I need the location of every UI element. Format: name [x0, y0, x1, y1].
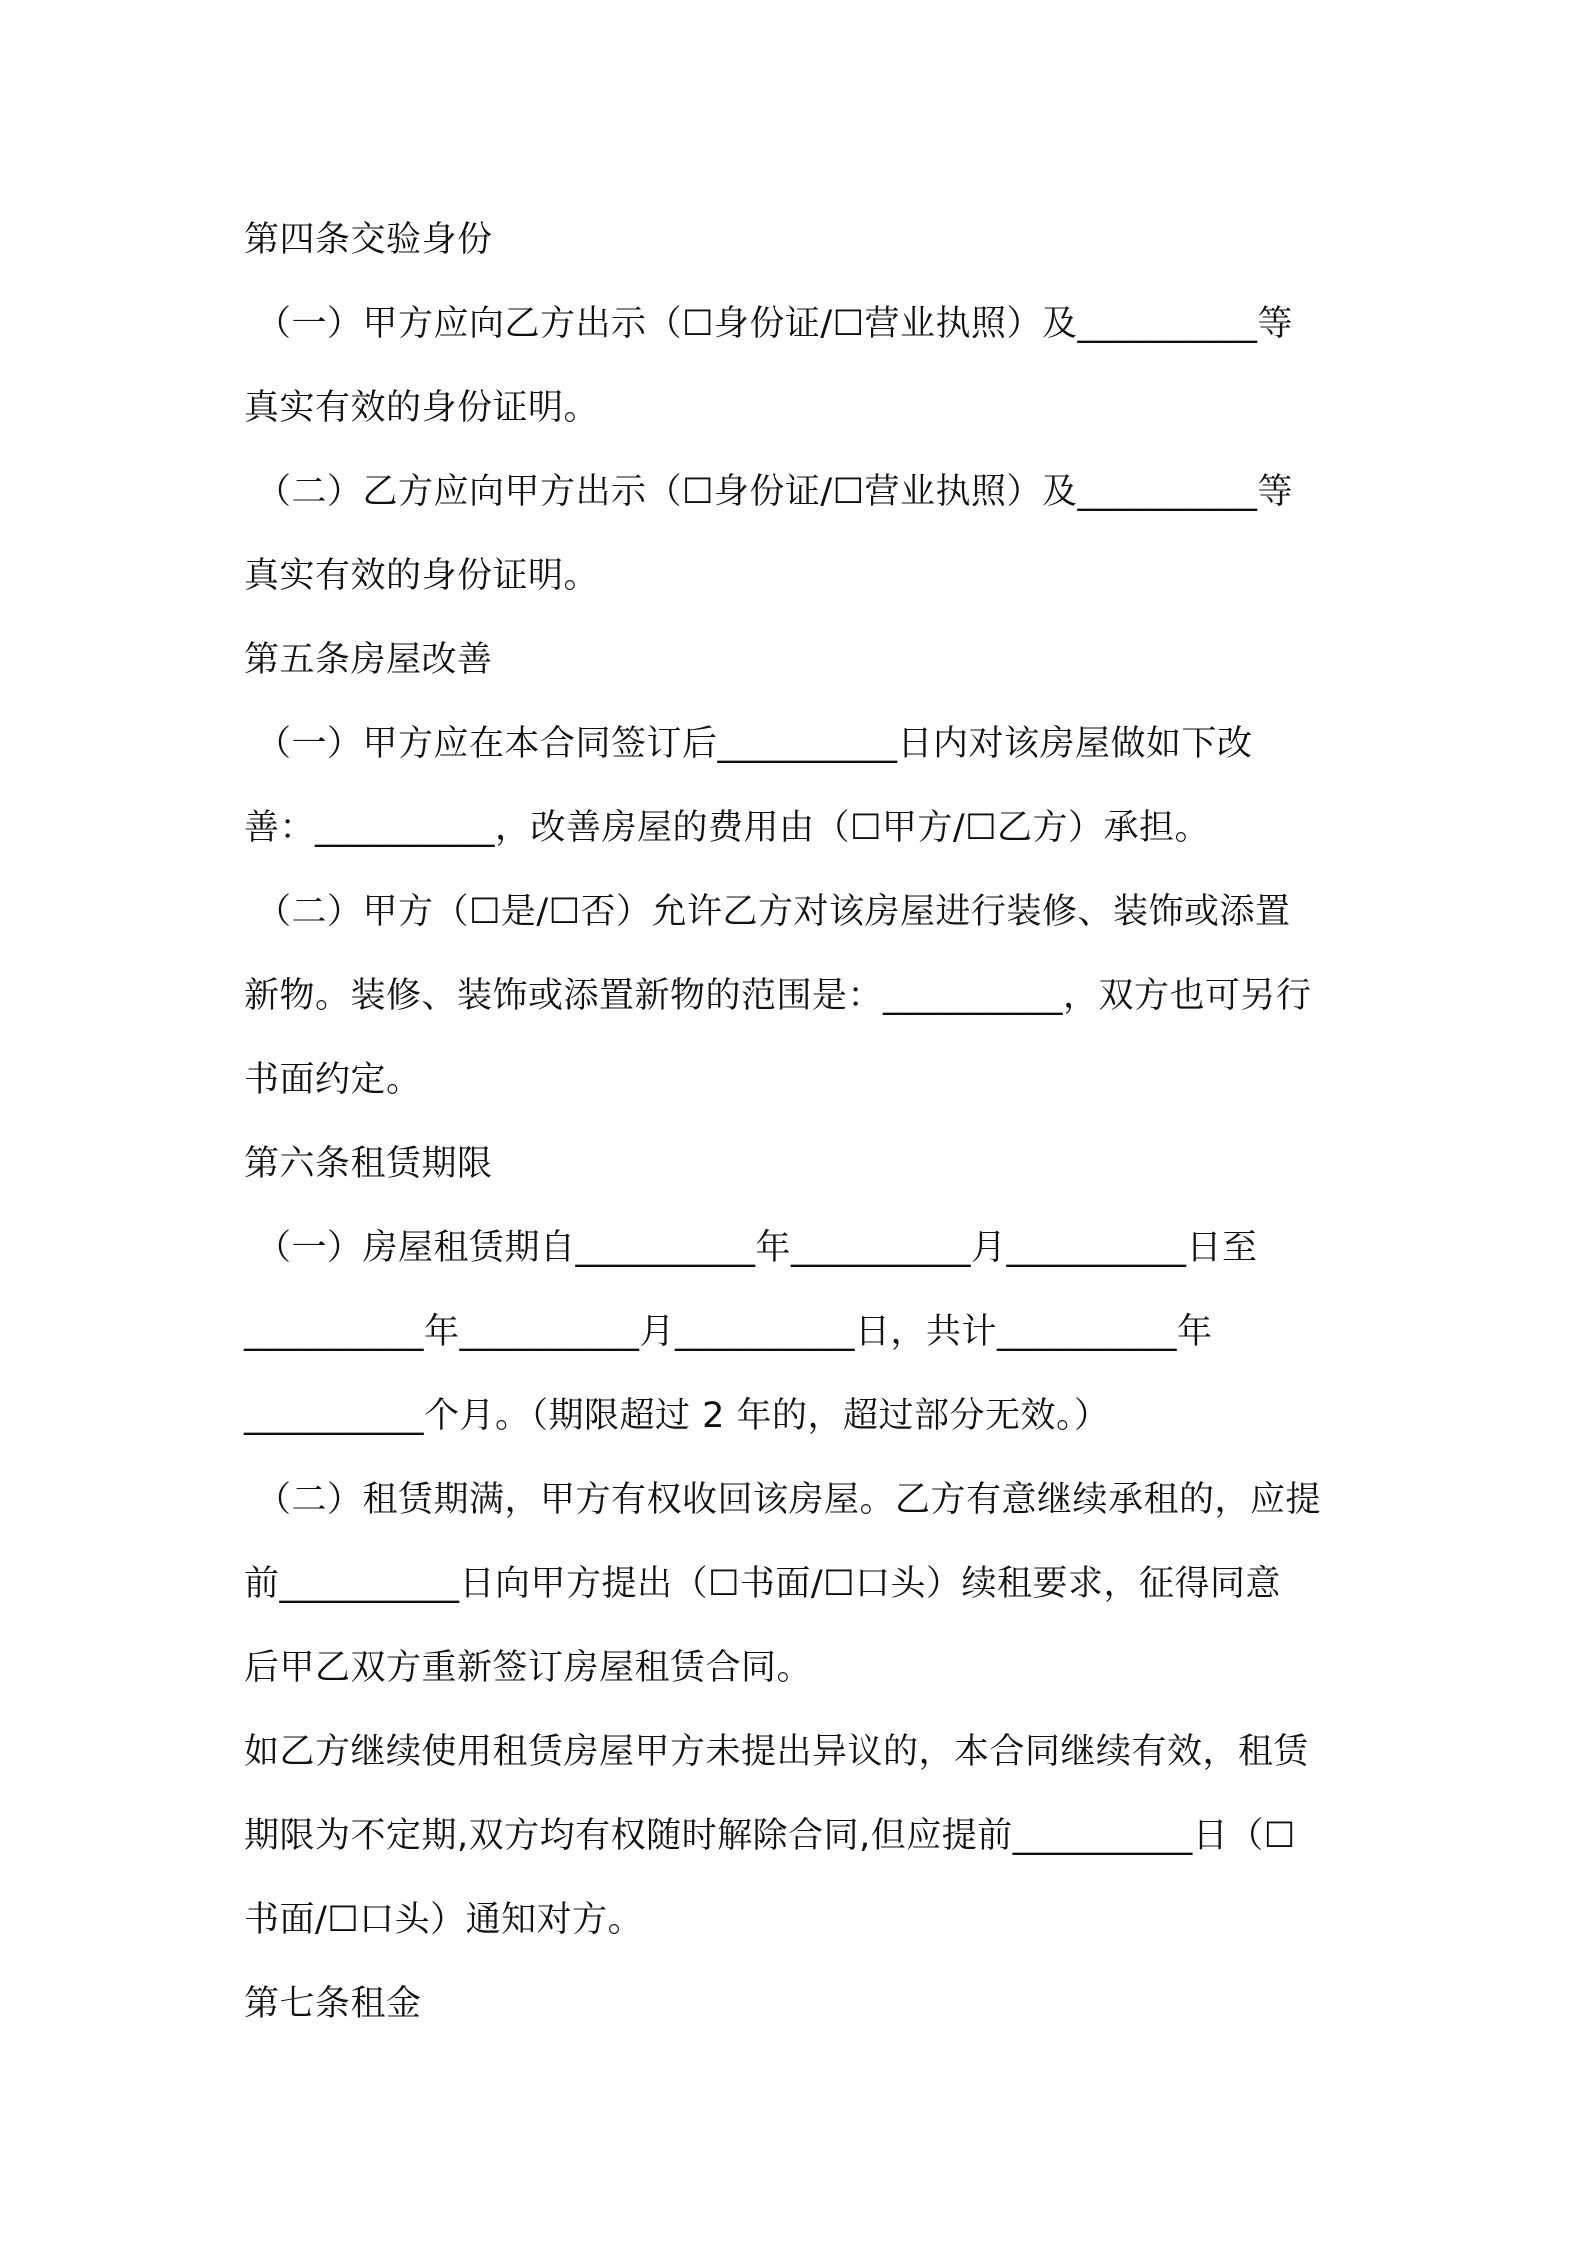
article-6-paragraph-cont: 期限为不定期,双方均有权随时解除合同,但应提前__________日（☐ [244, 1816, 1296, 1856]
article-4-clause-1-cont: 真实有效的身份证明。 [244, 388, 600, 428]
article-5-clause-2-end: 书面约定。 [244, 1060, 422, 1100]
article-4-clause-1: （一）甲方应向乙方出示（☐身份证/☐营业执照）及__________等 [256, 304, 1294, 344]
article-5-clause-2: （二）甲方（☐是/☐否）允许乙方对该房屋进行装修、装饰或添置 [256, 892, 1291, 932]
article-6-clause-2-cont: 前__________日向甲方提出（☐书面/☐口头）续租要求，征得同意 [244, 1564, 1282, 1604]
article-4-clause-2-cont: 真实有效的身份证明。 [244, 556, 600, 596]
article-5-heading: 第五条房屋改善 [244, 640, 493, 680]
article-6-heading: 第六条租赁期限 [244, 1144, 493, 1184]
article-5-clause-1-cont: 善：__________，改善房屋的费用由（☐甲方/☐乙方）承担。 [244, 808, 1211, 848]
article-6-clause-2-end: 后甲乙双方重新签订房屋租赁合同。 [244, 1648, 813, 1688]
article-5-clause-1: （一）甲方应在本合同签订后__________日内对该房屋做如下改 [256, 724, 1253, 764]
article-6-clause-1: （一）房屋租赁期自__________年__________月__________日至 [256, 1228, 1258, 1268]
article-4-clause-2: （二）乙方应向甲方出示（☐身份证/☐营业执照）及__________等 [256, 472, 1294, 512]
article-4-heading: 第四条交验身份 [244, 220, 493, 260]
article-7-heading: 第七条租金 [244, 1984, 422, 2024]
article-6-clause-1-cont: __________年__________月__________日，共计__________年 [244, 1312, 1213, 1352]
article-6-paragraph-end: 书面/☐口头）通知对方。 [244, 1900, 644, 1940]
article-6-clause-2: （二）租赁期满，甲方有权收回该房屋。乙方有意继续承租的，应提 [256, 1480, 1322, 1520]
document-body [244, 198, 1354, 2046]
article-5-clause-2-cont: 新物。装修、装饰或添置新物的范围是：__________，双方也可另行 [244, 976, 1312, 1016]
article-6-paragraph: 如乙方继续使用租赁房屋甲方未提出异议的，本合同继续有效，租赁 [244, 1732, 1310, 1772]
article-6-clause-1-end: __________个月。（期限超过 2 年的，超过部分无效。） [244, 1396, 1110, 1436]
